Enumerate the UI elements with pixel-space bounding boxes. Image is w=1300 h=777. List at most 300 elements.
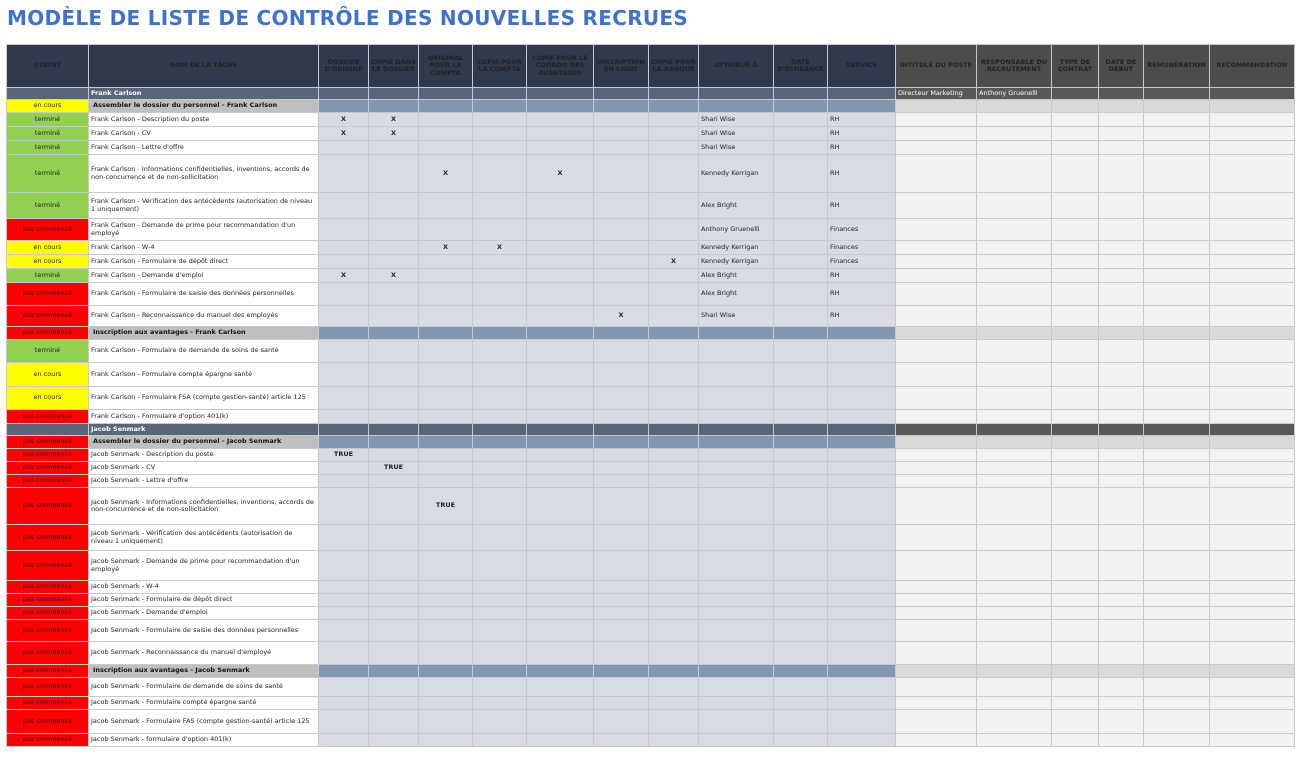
- section-extra-cell[interactable]: [1144, 100, 1210, 113]
- status-cell[interactable]: en cours: [7, 241, 89, 255]
- section-cell[interactable]: [527, 327, 594, 340]
- section-extra-cell[interactable]: [1144, 436, 1210, 449]
- header-task-name[interactable]: NOM DE LA TÂCHE: [89, 45, 319, 88]
- extra-cell[interactable]: [1099, 340, 1144, 363]
- person-extra-cell[interactable]: Directeur Marketing: [896, 88, 977, 100]
- person-extra-cell[interactable]: [1210, 424, 1295, 436]
- person-cell[interactable]: [527, 88, 594, 100]
- check-cell[interactable]: [649, 462, 699, 475]
- person-extra-cell[interactable]: [1099, 424, 1144, 436]
- section-cell[interactable]: [594, 665, 649, 678]
- check-cell[interactable]: [473, 255, 527, 269]
- section-cell[interactable]: [419, 327, 473, 340]
- assignee-cell[interactable]: [699, 449, 774, 462]
- status-cell[interactable]: pas commencé: [7, 665, 89, 678]
- check-cell[interactable]: [419, 697, 473, 710]
- section-cell[interactable]: [419, 436, 473, 449]
- extra-cell[interactable]: [977, 410, 1052, 424]
- assignee-cell[interactable]: [699, 581, 774, 594]
- check-cell[interactable]: X: [594, 306, 649, 327]
- header-compensation[interactable]: RÉMUNÉRATION: [1144, 45, 1210, 88]
- due-date-cell[interactable]: [774, 525, 828, 551]
- person-cell[interactable]: [419, 424, 473, 436]
- check-cell[interactable]: [649, 449, 699, 462]
- assignee-cell[interactable]: Alex Bright: [699, 283, 774, 306]
- check-cell[interactable]: [419, 607, 473, 620]
- person-cell[interactable]: [473, 424, 527, 436]
- extra-cell[interactable]: [977, 475, 1052, 488]
- section-extra-cell[interactable]: [1099, 436, 1144, 449]
- header-copy-for-bank[interactable]: COPIE POUR LA BANQUE: [649, 45, 699, 88]
- status-cell[interactable]: terminé: [7, 127, 89, 141]
- check-cell[interactable]: TRUE: [319, 449, 369, 462]
- service-cell[interactable]: [828, 734, 896, 747]
- extra-cell[interactable]: [1052, 734, 1099, 747]
- extra-cell[interactable]: [977, 678, 1052, 697]
- check-cell[interactable]: [594, 607, 649, 620]
- extra-cell[interactable]: [1052, 219, 1099, 241]
- person-extra-cell[interactable]: [1099, 88, 1144, 100]
- extra-cell[interactable]: [977, 155, 1052, 193]
- person-name[interactable]: Jacob Senmark: [89, 424, 319, 436]
- extra-cell[interactable]: [1144, 678, 1210, 697]
- check-cell[interactable]: [319, 475, 369, 488]
- extra-cell[interactable]: [977, 551, 1052, 581]
- check-cell[interactable]: [649, 193, 699, 219]
- extra-cell[interactable]: [1144, 141, 1210, 155]
- check-cell[interactable]: [369, 449, 419, 462]
- extra-cell[interactable]: [1099, 642, 1144, 665]
- status-cell[interactable]: pas commencé: [7, 283, 89, 306]
- check-cell[interactable]: [649, 141, 699, 155]
- check-cell[interactable]: [594, 141, 649, 155]
- extra-cell[interactable]: [1144, 551, 1210, 581]
- check-cell[interactable]: [594, 678, 649, 697]
- due-date-cell[interactable]: [774, 734, 828, 747]
- assignee-cell[interactable]: [699, 475, 774, 488]
- check-cell[interactable]: [319, 363, 369, 387]
- check-cell[interactable]: [649, 306, 699, 327]
- check-cell[interactable]: [369, 193, 419, 219]
- section-extra-cell[interactable]: [977, 100, 1052, 113]
- task-name[interactable]: Jacob Senmark - Formulaire FAS (compte gestion-santé) article 125: [89, 710, 319, 734]
- extra-cell[interactable]: [977, 269, 1052, 283]
- check-cell[interactable]: [319, 620, 369, 642]
- check-cell[interactable]: [369, 141, 419, 155]
- extra-cell[interactable]: [896, 155, 977, 193]
- assignee-cell[interactable]: [699, 734, 774, 747]
- check-cell[interactable]: [319, 241, 369, 255]
- due-date-cell[interactable]: [774, 306, 828, 327]
- status-cell[interactable]: pas commencé: [7, 678, 89, 697]
- extra-cell[interactable]: [1052, 449, 1099, 462]
- check-cell[interactable]: [473, 219, 527, 241]
- service-cell[interactable]: [828, 387, 896, 410]
- check-cell[interactable]: [319, 525, 369, 551]
- extra-cell[interactable]: [977, 127, 1052, 141]
- extra-cell[interactable]: [1099, 551, 1144, 581]
- extra-cell[interactable]: [1210, 241, 1295, 255]
- check-cell[interactable]: [473, 581, 527, 594]
- due-date-cell[interactable]: [774, 387, 828, 410]
- task-name[interactable]: Frank Carlson - Description du poste: [89, 113, 319, 127]
- check-cell[interactable]: [527, 363, 594, 387]
- section-cell[interactable]: [828, 665, 896, 678]
- check-cell[interactable]: X: [419, 155, 473, 193]
- extra-cell[interactable]: [1144, 581, 1210, 594]
- extra-cell[interactable]: [1052, 193, 1099, 219]
- check-cell[interactable]: [649, 488, 699, 525]
- check-cell[interactable]: [419, 219, 473, 241]
- task-name[interactable]: Jacob Senmark - formulaire d'option 401(k): [89, 734, 319, 747]
- extra-cell[interactable]: [1210, 475, 1295, 488]
- section-extra-cell[interactable]: [977, 665, 1052, 678]
- section-cell[interactable]: [774, 327, 828, 340]
- check-cell[interactable]: X: [319, 269, 369, 283]
- check-cell[interactable]: [594, 363, 649, 387]
- assignee-cell[interactable]: [699, 525, 774, 551]
- check-cell[interactable]: [594, 710, 649, 734]
- extra-cell[interactable]: [1052, 255, 1099, 269]
- header-status[interactable]: STATUT: [7, 45, 89, 88]
- check-cell[interactable]: TRUE: [419, 488, 473, 525]
- header-original-file[interactable]: DOSSIER D'ORIGINE: [319, 45, 369, 88]
- person-cell[interactable]: [649, 88, 699, 100]
- extra-cell[interactable]: [1210, 620, 1295, 642]
- extra-cell[interactable]: [1052, 475, 1099, 488]
- status-cell[interactable]: en cours: [7, 363, 89, 387]
- check-cell[interactable]: [473, 620, 527, 642]
- due-date-cell[interactable]: [774, 219, 828, 241]
- check-cell[interactable]: [473, 363, 527, 387]
- section-title[interactable]: Inscription aux avantages - Frank Carlson: [89, 327, 319, 340]
- section-extra-cell[interactable]: [1144, 327, 1210, 340]
- assignee-cell[interactable]: [699, 462, 774, 475]
- extra-cell[interactable]: [977, 241, 1052, 255]
- check-cell[interactable]: X: [369, 113, 419, 127]
- check-cell[interactable]: [473, 594, 527, 607]
- task-name[interactable]: Jacob Senmark - Reconnaissance du manuel d'employé: [89, 642, 319, 665]
- person-status-cell[interactable]: [7, 424, 89, 436]
- task-name[interactable]: Jacob Senmark - Demande de prime pour recommandation d'un employé: [89, 551, 319, 581]
- extra-cell[interactable]: [1099, 594, 1144, 607]
- extra-cell[interactable]: [1052, 363, 1099, 387]
- due-date-cell[interactable]: [774, 594, 828, 607]
- header-copy-for-accounting[interactable]: COPIE POUR LA COMPTA: [473, 45, 527, 88]
- check-cell[interactable]: X: [369, 269, 419, 283]
- check-cell[interactable]: [527, 475, 594, 488]
- task-name[interactable]: Frank Carlson - Demande d'emploi: [89, 269, 319, 283]
- header-service[interactable]: SERVICE: [828, 45, 896, 88]
- extra-cell[interactable]: [1099, 678, 1144, 697]
- person-cell[interactable]: [774, 424, 828, 436]
- header-assigned-to[interactable]: ATTRIBUÉ À: [699, 45, 774, 88]
- task-name[interactable]: Frank Carlson - Formulaire de saisie des données personnelles: [89, 283, 319, 306]
- check-cell[interactable]: [594, 127, 649, 141]
- status-cell[interactable]: pas commencé: [7, 525, 89, 551]
- extra-cell[interactable]: [896, 488, 977, 525]
- section-extra-cell[interactable]: [896, 100, 977, 113]
- extra-cell[interactable]: [1210, 113, 1295, 127]
- check-cell[interactable]: [594, 449, 649, 462]
- extra-cell[interactable]: [1099, 306, 1144, 327]
- check-cell[interactable]: [319, 678, 369, 697]
- extra-cell[interactable]: [977, 306, 1052, 327]
- section-cell[interactable]: [527, 436, 594, 449]
- task-name[interactable]: Jacob Senmark - Informations confidentielles, inventions, accords de non-concurrence et de non-sollicitation: [89, 488, 319, 525]
- check-cell[interactable]: [527, 462, 594, 475]
- section-cell[interactable]: [527, 100, 594, 113]
- extra-cell[interactable]: [1144, 594, 1210, 607]
- service-cell[interactable]: Finances: [828, 241, 896, 255]
- section-cell[interactable]: [473, 100, 527, 113]
- extra-cell[interactable]: [1099, 387, 1144, 410]
- task-name[interactable]: Jacob Senmark - W-4: [89, 581, 319, 594]
- check-cell[interactable]: [369, 594, 419, 607]
- service-cell[interactable]: RH: [828, 127, 896, 141]
- extra-cell[interactable]: [1099, 620, 1144, 642]
- extra-cell[interactable]: [1099, 255, 1144, 269]
- extra-cell[interactable]: [1144, 620, 1210, 642]
- status-cell[interactable]: pas commencé: [7, 607, 89, 620]
- check-cell[interactable]: [419, 678, 473, 697]
- check-cell[interactable]: [649, 127, 699, 141]
- status-cell[interactable]: pas commencé: [7, 594, 89, 607]
- person-cell[interactable]: [473, 88, 527, 100]
- extra-cell[interactable]: [1144, 642, 1210, 665]
- section-cell[interactable]: [828, 436, 896, 449]
- check-cell[interactable]: [594, 255, 649, 269]
- check-cell[interactable]: [527, 283, 594, 306]
- extra-cell[interactable]: [977, 387, 1052, 410]
- extra-cell[interactable]: [1099, 710, 1144, 734]
- extra-cell[interactable]: [1099, 127, 1144, 141]
- extra-cell[interactable]: [896, 642, 977, 665]
- service-cell[interactable]: Finances: [828, 255, 896, 269]
- status-cell[interactable]: terminé: [7, 113, 89, 127]
- status-cell[interactable]: pas commencé: [7, 551, 89, 581]
- extra-cell[interactable]: [1144, 449, 1210, 462]
- extra-cell[interactable]: [1210, 387, 1295, 410]
- check-cell[interactable]: [419, 734, 473, 747]
- extra-cell[interactable]: [896, 607, 977, 620]
- extra-cell[interactable]: [977, 710, 1052, 734]
- extra-cell[interactable]: [977, 734, 1052, 747]
- person-cell[interactable]: [594, 424, 649, 436]
- section-extra-cell[interactable]: [1210, 327, 1295, 340]
- check-cell[interactable]: [419, 193, 473, 219]
- extra-cell[interactable]: [977, 219, 1052, 241]
- check-cell[interactable]: [369, 488, 419, 525]
- extra-cell[interactable]: [1210, 734, 1295, 747]
- extra-cell[interactable]: [1052, 620, 1099, 642]
- check-cell[interactable]: [527, 594, 594, 607]
- check-cell[interactable]: [369, 525, 419, 551]
- check-cell[interactable]: [419, 449, 473, 462]
- person-cell[interactable]: [774, 88, 828, 100]
- person-cell[interactable]: [527, 424, 594, 436]
- extra-cell[interactable]: [1052, 525, 1099, 551]
- check-cell[interactable]: [649, 607, 699, 620]
- person-extra-cell[interactable]: [977, 424, 1052, 436]
- status-cell[interactable]: pas commencé: [7, 449, 89, 462]
- extra-cell[interactable]: [1052, 387, 1099, 410]
- extra-cell[interactable]: [896, 551, 977, 581]
- check-cell[interactable]: [419, 710, 473, 734]
- section-cell[interactable]: [369, 100, 419, 113]
- due-date-cell[interactable]: [774, 642, 828, 665]
- status-cell[interactable]: terminé: [7, 340, 89, 363]
- check-cell[interactable]: X: [319, 127, 369, 141]
- extra-cell[interactable]: [977, 141, 1052, 155]
- due-date-cell[interactable]: [774, 710, 828, 734]
- section-title[interactable]: Inscription aux avantages - Jacob Senmark: [89, 665, 319, 678]
- task-name[interactable]: Frank Carlson - Lettre d'offre: [89, 141, 319, 155]
- due-date-cell[interactable]: [774, 283, 828, 306]
- status-cell[interactable]: pas commencé: [7, 620, 89, 642]
- check-cell[interactable]: [369, 697, 419, 710]
- assignee-cell[interactable]: [699, 678, 774, 697]
- status-cell[interactable]: terminé: [7, 269, 89, 283]
- person-cell[interactable]: [699, 424, 774, 436]
- check-cell[interactable]: [527, 410, 594, 424]
- extra-cell[interactable]: [977, 462, 1052, 475]
- check-cell[interactable]: TRUE: [369, 462, 419, 475]
- extra-cell[interactable]: [1099, 155, 1144, 193]
- status-cell[interactable]: terminé: [7, 155, 89, 193]
- extra-cell[interactable]: [1210, 141, 1295, 155]
- extra-cell[interactable]: [896, 283, 977, 306]
- task-name[interactable]: Frank Carlson - Formulaire compte épargne santé: [89, 363, 319, 387]
- check-cell[interactable]: [369, 155, 419, 193]
- extra-cell[interactable]: [896, 462, 977, 475]
- check-cell[interactable]: [369, 678, 419, 697]
- check-cell[interactable]: [527, 488, 594, 525]
- extra-cell[interactable]: [896, 113, 977, 127]
- service-cell[interactable]: [828, 620, 896, 642]
- extra-cell[interactable]: [1052, 155, 1099, 193]
- check-cell[interactable]: [369, 710, 419, 734]
- extra-cell[interactable]: [1210, 269, 1295, 283]
- extra-cell[interactable]: [977, 525, 1052, 551]
- extra-cell[interactable]: [1144, 127, 1210, 141]
- due-date-cell[interactable]: [774, 462, 828, 475]
- status-cell[interactable]: pas commencé: [7, 488, 89, 525]
- section-extra-cell[interactable]: [977, 327, 1052, 340]
- section-extra-cell[interactable]: [896, 327, 977, 340]
- extra-cell[interactable]: [1210, 219, 1295, 241]
- service-cell[interactable]: [828, 642, 896, 665]
- extra-cell[interactable]: [977, 283, 1052, 306]
- status-cell[interactable]: pas commencé: [7, 219, 89, 241]
- extra-cell[interactable]: [1144, 219, 1210, 241]
- section-cell[interactable]: [699, 100, 774, 113]
- extra-cell[interactable]: [1210, 449, 1295, 462]
- check-cell[interactable]: [527, 551, 594, 581]
- check-cell[interactable]: X: [369, 127, 419, 141]
- check-cell[interactable]: [473, 551, 527, 581]
- service-cell[interactable]: RH: [828, 155, 896, 193]
- section-cell[interactable]: [774, 665, 828, 678]
- section-cell[interactable]: [649, 100, 699, 113]
- extra-cell[interactable]: [896, 269, 977, 283]
- section-cell[interactable]: [419, 665, 473, 678]
- check-cell[interactable]: [527, 581, 594, 594]
- due-date-cell[interactable]: [774, 410, 828, 424]
- task-name[interactable]: Jacob Senmark - Formulaire compte épargne santé: [89, 697, 319, 710]
- check-cell[interactable]: [594, 113, 649, 127]
- task-name[interactable]: Jacob Senmark - Demande d'emploi: [89, 607, 319, 620]
- assignee-cell[interactable]: [699, 607, 774, 620]
- assignee-cell[interactable]: [699, 642, 774, 665]
- check-cell[interactable]: [319, 283, 369, 306]
- extra-cell[interactable]: [1210, 710, 1295, 734]
- extra-cell[interactable]: [896, 387, 977, 410]
- check-cell[interactable]: [419, 255, 473, 269]
- assignee-cell[interactable]: Kennedy Kerrigan: [699, 155, 774, 193]
- check-cell[interactable]: [369, 620, 419, 642]
- due-date-cell[interactable]: [774, 269, 828, 283]
- check-cell[interactable]: [369, 551, 419, 581]
- extra-cell[interactable]: [977, 255, 1052, 269]
- check-cell[interactable]: [649, 697, 699, 710]
- task-name[interactable]: Frank Carlson - Informations confidentielles, inventions, accords de non-concurrence et de non-sollicitation: [89, 155, 319, 193]
- assignee-cell[interactable]: Anthony Gruenelli: [699, 219, 774, 241]
- due-date-cell[interactable]: [774, 488, 828, 525]
- check-cell[interactable]: [419, 127, 473, 141]
- task-name[interactable]: Frank Carlson - CV: [89, 127, 319, 141]
- check-cell[interactable]: [473, 525, 527, 551]
- check-cell[interactable]: [419, 642, 473, 665]
- check-cell[interactable]: [649, 620, 699, 642]
- check-cell[interactable]: [594, 155, 649, 193]
- extra-cell[interactable]: [1052, 607, 1099, 620]
- extra-cell[interactable]: [1144, 155, 1210, 193]
- check-cell[interactable]: [594, 193, 649, 219]
- task-name[interactable]: Frank Carlson - Vérification des antécédents (autorisation de niveau 1 uniquement): [89, 193, 319, 219]
- check-cell[interactable]: [473, 306, 527, 327]
- task-name[interactable]: Frank Carlson - Reconnaissance du manuel des employés: [89, 306, 319, 327]
- status-cell[interactable]: terminé: [7, 193, 89, 219]
- check-cell[interactable]: [319, 155, 369, 193]
- extra-cell[interactable]: [1144, 607, 1210, 620]
- service-cell[interactable]: RH: [828, 141, 896, 155]
- extra-cell[interactable]: [896, 340, 977, 363]
- extra-cell[interactable]: [1052, 306, 1099, 327]
- extra-cell[interactable]: [1052, 269, 1099, 283]
- check-cell[interactable]: [319, 734, 369, 747]
- extra-cell[interactable]: [896, 678, 977, 697]
- status-cell[interactable]: pas commencé: [7, 710, 89, 734]
- check-cell[interactable]: [527, 306, 594, 327]
- assignee-cell[interactable]: Shari Wise: [699, 113, 774, 127]
- extra-cell[interactable]: [1052, 488, 1099, 525]
- section-cell[interactable]: [649, 665, 699, 678]
- service-cell[interactable]: [828, 525, 896, 551]
- extra-cell[interactable]: [1099, 697, 1144, 710]
- service-cell[interactable]: [828, 488, 896, 525]
- check-cell[interactable]: [649, 410, 699, 424]
- task-name[interactable]: Jacob Senmark - Vérification des antécédents (autorisation de niveau 1 uniquement): [89, 525, 319, 551]
- check-cell[interactable]: [527, 449, 594, 462]
- extra-cell[interactable]: [1210, 581, 1295, 594]
- extra-cell[interactable]: [1144, 193, 1210, 219]
- extra-cell[interactable]: [1144, 462, 1210, 475]
- due-date-cell[interactable]: [774, 581, 828, 594]
- extra-cell[interactable]: [1099, 488, 1144, 525]
- extra-cell[interactable]: [1144, 734, 1210, 747]
- section-cell[interactable]: [699, 327, 774, 340]
